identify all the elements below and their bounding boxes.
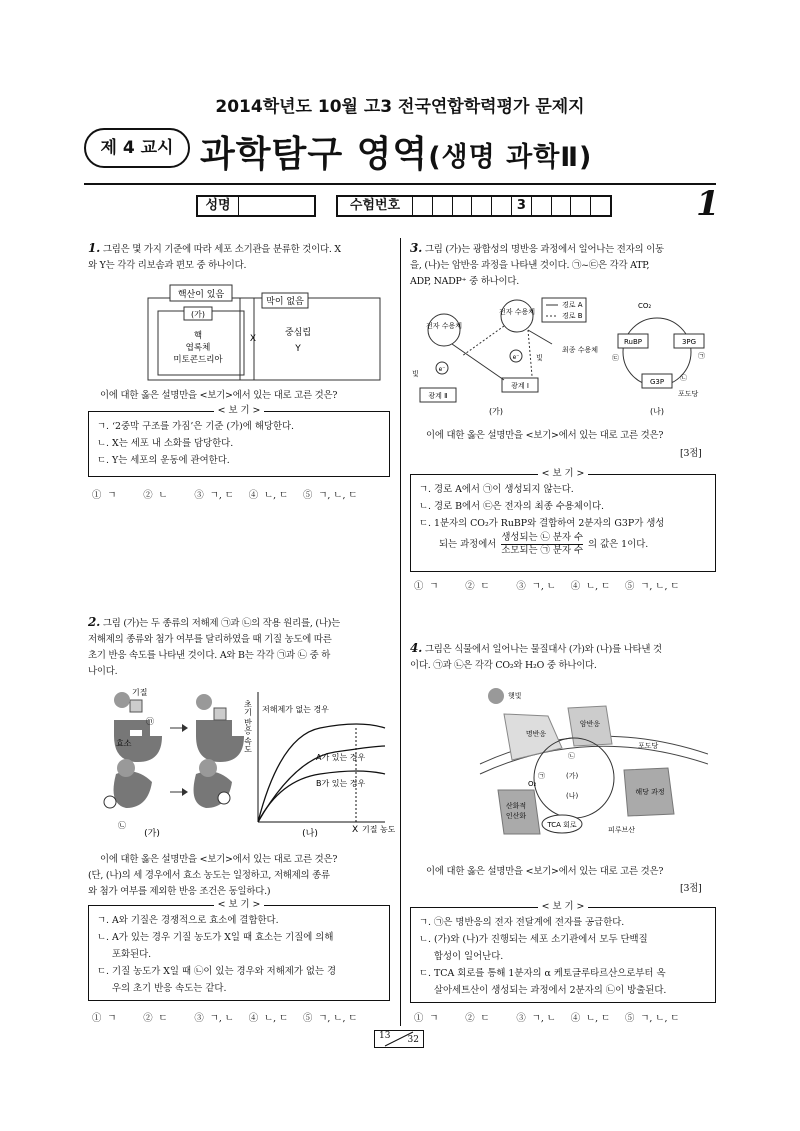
curve-a-label: A가 있는 경우 bbox=[316, 753, 366, 762]
rubp-label: RuBP bbox=[623, 338, 643, 346]
question-4-stem: 4. 그림은 식물에서 일어나는 물질대사 (가)와 (나)를 나타낸 것 이다. ㉠과 ㉡은 각각 CO₂와 H₂O 중 하나이다. bbox=[410, 641, 662, 671]
exam-number-field[interactable] bbox=[336, 195, 612, 217]
question-number: 2. bbox=[88, 615, 101, 629]
bogi-item: ㄴ. X는 세포 내 소화를 담당한다. bbox=[97, 438, 234, 449]
molecule-label: ㉡ bbox=[680, 374, 687, 382]
question-4-choices[interactable]: ① ㄱ ② ㄷ ③ ㄱ, ㄴ ④ ㄴ, ㄷ ⑤ ㄱ, ㄴ, ㄷ bbox=[414, 1013, 680, 1024]
bogi-title: < 보 기 > bbox=[538, 468, 589, 479]
question-2-choices[interactable]: ① ㄱ ② ㄷ ③ ㄱ, ㄴ ④ ㄴ, ㄷ ⑤ ㄱ, ㄴ, ㄷ bbox=[92, 1013, 358, 1024]
name-field[interactable] bbox=[196, 195, 316, 217]
x-label: X bbox=[249, 334, 257, 344]
center-label: 중심립 bbox=[284, 328, 312, 338]
substrate-label: 기질 bbox=[132, 688, 148, 697]
subject-title bbox=[200, 126, 592, 177]
ox-phos-label: 산화적 bbox=[505, 802, 527, 810]
y-axis-label: 초기 반응 속도 bbox=[243, 700, 253, 754]
bogi-title: < 보 기 > bbox=[214, 405, 265, 416]
dark-reaction-label: 암반응 bbox=[579, 720, 601, 728]
molecule-label: ㉢ bbox=[612, 354, 619, 362]
caption-a: (가) bbox=[489, 407, 503, 416]
caption-b: (나) bbox=[302, 829, 318, 839]
ps1-label: 광계 Ⅰ bbox=[511, 382, 529, 390]
o2-label: O₂ bbox=[528, 780, 537, 788]
inner-item: 핵 bbox=[193, 331, 203, 341]
question-1-stem: 1. 그림은 몇 가지 기준에 따라 세포 소기관을 분류한 것이다. X 와 Y는 각각 리보솜과 편모 중 하나이다. bbox=[88, 241, 341, 271]
exam-title: 2014학년도 10월 고3 전국연합학력평가 문제지 bbox=[215, 97, 585, 117]
photosynthesis-diagram bbox=[412, 296, 712, 418]
inhibition-graph bbox=[240, 688, 395, 840]
page-counter bbox=[374, 1030, 424, 1048]
acceptor-label: 전자 수용체 bbox=[498, 308, 536, 316]
question-1-bogi bbox=[88, 405, 390, 477]
outer-label: 핵산이 있음 bbox=[177, 290, 225, 300]
metabolism-diagram bbox=[478, 684, 708, 860]
page-current: 13 bbox=[379, 1031, 391, 1041]
bogi-item: ㄷ. Y는 세포의 운동에 관여한다. bbox=[97, 455, 230, 466]
question-2-stem: 2. 그림 (가)는 두 종류의 저해제 ㉠과 ㉡의 작용 원리를, (나)는 저해제의 종류와 첨가 여부를 달리하였을 때 기질 농도에 따른 초기 반응 속도를 나타낸 것이다. A와 B는 각각 ㉠과 ㉡ 중 하 나이다. bbox=[88, 615, 341, 677]
light-label: 빛 bbox=[536, 354, 543, 362]
ox-phos-label: 인산화 bbox=[505, 812, 527, 820]
question-4-points: [3점] bbox=[680, 883, 702, 894]
pyruvate-label: 피루브산 bbox=[608, 826, 636, 834]
bogi-item: ㄴ. A가 있는 경우 기질 농도가 X일 때 효소는 기질에 의해 bbox=[97, 932, 334, 943]
question-number: 3. bbox=[410, 241, 423, 255]
electron-label: e⁻ bbox=[512, 354, 520, 361]
glycolysis-label: 해당 과정 bbox=[635, 788, 665, 796]
inner-label: (가) bbox=[191, 310, 205, 319]
bogi-title: < 보 기 > bbox=[538, 901, 589, 912]
bogi-item: 합성이 일어난다. bbox=[419, 951, 504, 962]
molecule-label: ㉡ bbox=[568, 752, 575, 760]
metabolism-a-label: (가) bbox=[566, 772, 579, 780]
light-label: 빛 bbox=[412, 370, 419, 378]
bogi-title: < 보 기 > bbox=[214, 899, 265, 910]
question-3-points: [3점] bbox=[680, 448, 702, 459]
organelle-classification-diagram bbox=[140, 283, 390, 383]
molecule-label: ㉠ bbox=[698, 352, 705, 360]
route-b-label: 경로 B bbox=[562, 312, 583, 320]
exam-number-cell bbox=[532, 197, 552, 215]
bogi-item: ㄱ. A와 기질은 경쟁적으로 효소에 결합한다. bbox=[97, 915, 279, 926]
question-number: 1. bbox=[88, 241, 101, 255]
question-3-bogi bbox=[410, 468, 716, 572]
bogi-item: ㄷ. 기질 농도가 X일 때 ㉡이 있는 경우와 저해제가 없는 경 bbox=[97, 966, 337, 977]
metabolism-b-label: (나) bbox=[566, 792, 579, 800]
inner-item: 미토콘드리아 bbox=[173, 355, 223, 365]
bogi-item: ㄴ. (가)와 (나)가 진행되는 세포 소기관에서 모두 단백질 bbox=[419, 934, 648, 945]
question-1-choices[interactable]: ① ㄱ ② ㄴ ③ ㄱ, ㄷ ④ ㄴ, ㄷ ⑤ ㄱ, ㄴ, ㄷ bbox=[92, 490, 358, 501]
exam-number-cell: 3 bbox=[512, 197, 532, 215]
inhibitor-2-label: ㉡ bbox=[118, 821, 126, 830]
exam-number-label: 수험번호 bbox=[338, 197, 413, 215]
question-4-bogi bbox=[410, 901, 716, 1003]
route-a-label: 경로 A bbox=[562, 301, 583, 309]
question-4-prompt: 이에 대한 옳은 설명만을 <보기>에서 있는 대로 고른 것은? bbox=[426, 866, 664, 877]
co2-label: CO₂ bbox=[638, 302, 652, 310]
caption-a: (가) bbox=[144, 829, 160, 839]
question-2-prompt: 이에 대한 옳은 설명만을 <보기>에서 있는 대로 고른 것은? (단, (나)의 세 경우에서 효소 농도는 일정하고, 저해제의 종류 와 첨가 여부를 제외한 반응 조건은 동일하다.) bbox=[88, 854, 338, 897]
final-acceptor-label: 최종 수용체 bbox=[562, 346, 599, 354]
exam-number-cell bbox=[492, 197, 512, 215]
exam-number-cell bbox=[413, 197, 433, 215]
bogi-item: ㄷ. 1분자의 CO₂가 RuBP와 결합하여 2분자의 G3P가 생성 bbox=[419, 518, 665, 529]
acceptor-label: 전자 수용체 bbox=[425, 322, 463, 330]
x-axis-label: 기질 농도 bbox=[362, 825, 395, 834]
column-divider bbox=[400, 238, 401, 1026]
ps2-label: 광계 Ⅱ bbox=[428, 392, 448, 400]
title-rule bbox=[84, 183, 716, 185]
g3p-label: G3P bbox=[649, 378, 665, 386]
inhibitor-1-label: ㉠ bbox=[146, 717, 154, 726]
exam-number-cell bbox=[571, 197, 591, 215]
tca-label: TCA 회로 bbox=[547, 821, 577, 829]
exam-number-cell bbox=[433, 197, 453, 215]
3pg-label: 3PG bbox=[681, 338, 697, 346]
fraction-numerator: 생성되는 ㉡ 분자 수 bbox=[501, 532, 584, 543]
subject-sub: (생명 과학Ⅱ) bbox=[428, 142, 593, 173]
question-number: 4. bbox=[410, 641, 423, 655]
fraction-denominator: 소모되는 ㉠ 분자 수 bbox=[501, 545, 584, 556]
bogi-item: ㄱ. ‘2중막 구조를 가짐’은 기준 (가)에 해당한다. bbox=[97, 421, 295, 432]
curve-b-label: B가 있는 경우 bbox=[316, 779, 366, 788]
question-3-stem: 3. 그림 (가)는 광합성의 명반응 과정에서 일어나는 전자의 이동 을, (나)는 암반응 과정을 나타낸 것이다. ㉠~㉢은 각각 ATP, ADP, NADP⁺ 중 하나이다. bbox=[410, 241, 664, 287]
exam-number-cell bbox=[453, 197, 473, 215]
exam-number-cell bbox=[591, 197, 610, 215]
inner-item: 엽록체 bbox=[185, 343, 211, 353]
bogi-item: 살아세트산이 생성되는 과정에서 2분자의 ㉡이 방출된다. bbox=[419, 985, 667, 996]
electron-label: e⁻ bbox=[438, 366, 446, 373]
question-3-prompt: 이에 대한 옳은 설명만을 <보기>에서 있는 대로 고른 것은? bbox=[426, 430, 664, 441]
bogi-fraction-row: 되는 과정에서 생성되는 ㉡ 분자 수 소모되는 ㉠ 분자 수 의 값은 1이다. bbox=[439, 532, 649, 556]
right-label: 막이 없음 bbox=[266, 297, 304, 307]
question-3-choices[interactable]: ① ㄱ ② ㄷ ③ ㄱ, ㄴ ④ ㄴ, ㄷ ⑤ ㄱ, ㄴ, ㄷ bbox=[414, 581, 680, 592]
question-1-prompt: 이에 대한 옳은 설명만을 <보기>에서 있는 대로 고른 것은? bbox=[100, 390, 338, 401]
glucose-label: 포도당 bbox=[638, 742, 659, 750]
exam-number-cell bbox=[552, 197, 572, 215]
period-badge: 제 4 교시 bbox=[84, 128, 190, 168]
bogi-item: ㄱ. ㉠은 명반응의 전자 전달계에 전자를 공급한다. bbox=[419, 917, 625, 928]
light-reaction-label: 명반응 bbox=[525, 730, 547, 738]
bogi-item: 우의 초기 반응 속도는 같다. bbox=[97, 983, 227, 994]
y-label: Y bbox=[295, 344, 301, 354]
bogi-item: ㄴ. 경로 B에서 ㉢은 전자의 최종 수용체이다. bbox=[419, 501, 605, 512]
x-mark: X bbox=[352, 825, 359, 835]
page-total: 32 bbox=[407, 1035, 419, 1045]
exam-number-cell bbox=[472, 197, 492, 215]
enzyme-label: 효소 bbox=[116, 739, 132, 748]
caption-b: (나) bbox=[650, 407, 664, 416]
question-2-bogi bbox=[88, 899, 390, 1001]
bogi-item: ㄷ. TCA 회로를 통해 1분자의 α 케토글루타르산으로부터 옥 bbox=[419, 968, 666, 979]
curve-none-label: 저해제가 없는 경우 bbox=[262, 705, 329, 714]
subject-main: 과학탐구 영역 bbox=[200, 134, 429, 175]
page-number: 1 bbox=[696, 184, 720, 224]
name-label: 성명 bbox=[198, 197, 239, 215]
molecule-label: ㉠ bbox=[538, 772, 545, 780]
bogi-item: 포화된다. bbox=[97, 949, 152, 960]
sunlight-label: 햇빛 bbox=[508, 692, 522, 700]
glucose-label: 포도당 bbox=[678, 390, 699, 398]
bogi-item: ㄱ. 경로 A에서 ㉠이 생성되지 않는다. bbox=[419, 484, 574, 495]
